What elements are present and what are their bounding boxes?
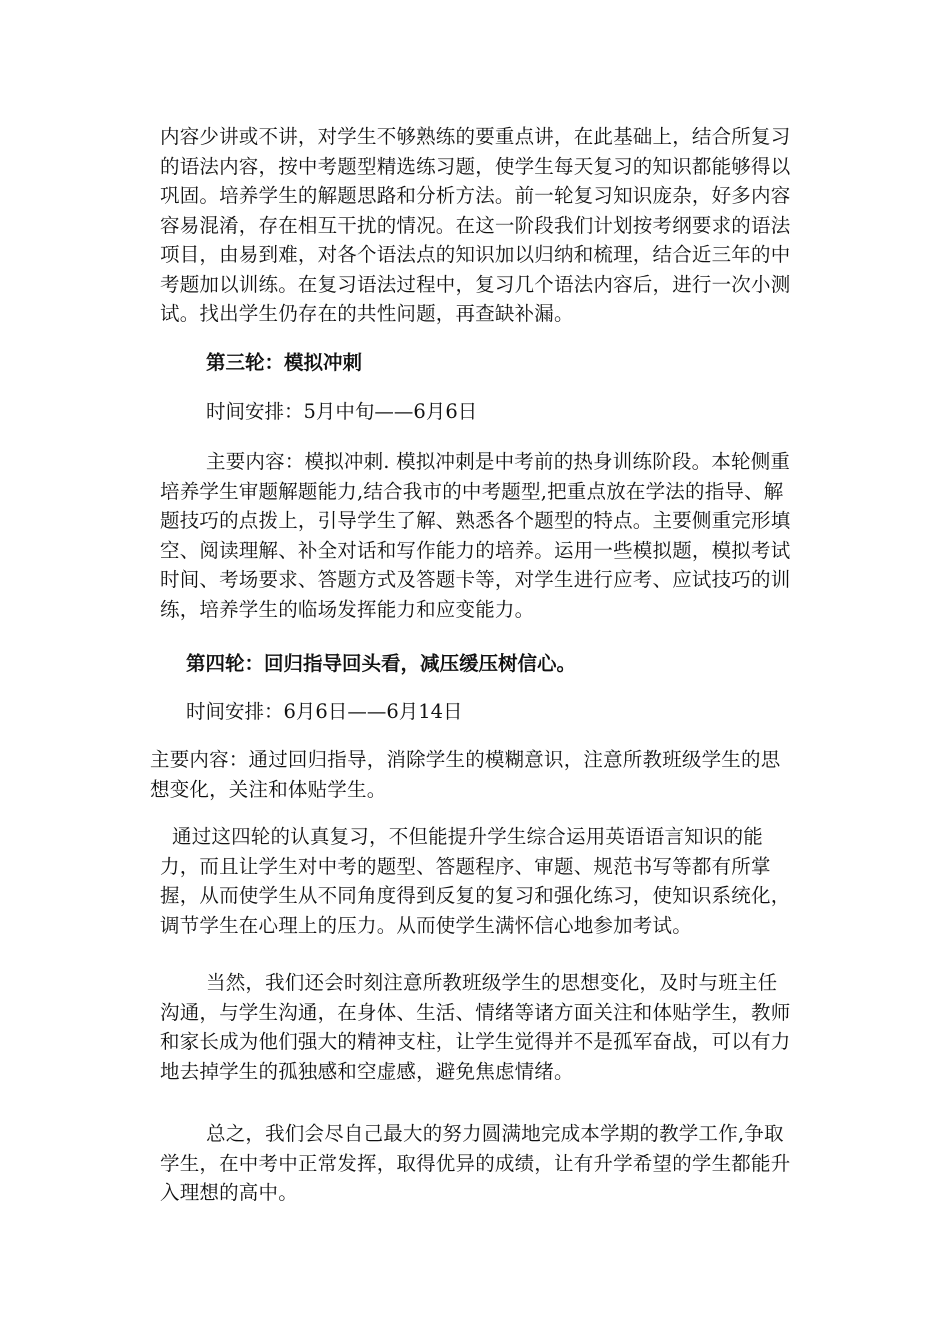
round3-content: 主要内容：模拟冲刺. 模拟冲刺是中考前的热身训练阶段。本轮侧重培养学生审题解题能力,结合我市的中考题型,把重点放在学法的指导、解题技巧的点拨上，引导学生了解、熟悉各个题型的特点。主要侧重完形填空、阅读理解、补全对话和写作能力的培养。运用一些模拟题，模拟考试时间、考场要求、答题方式及答题卡等，对学生进行应考、应试技巧的训练，培养学生的临场发挥能力和应变能力。 [160,450,791,621]
summary-paragraph-1: 通过这四轮的认真复习，不但能提升学生综合运用英语语言知识的能力，而且让学生对中考的题型、答题程序、审题、规范书写等都有所掌握，从而使学生从不同角度得到反复的复习和强化练习，使知识系统化，调节学生在心理上的压力。从而使学生满怀信心地参加考试。 [160,825,791,937]
summary-paragraph-2: 当然，我们还会时刻注意所教班级学生的思想变化，及时与班主任沟通，与学生沟通，在身体、生活、情绪等诸方面关注和体贴学生，教师和家长成为他们强大的精神支柱，让学生觉得并不是孤军奋战，可以有力地去掉学生的孤独感和空虚感，避免焦虑情绪。 [160,971,791,1083]
summary-paragraph-3: 总之，我们会尽自己最大的努力圆满地完成本学期的教学工作,争取学生，在中考中正常发挥，取得优异的成绩，让有升学希望的学生都能升入理想的高中。 [160,1122,791,1204]
round3-time: 时间安排：5月中旬——6月6日 [206,400,478,423]
round4-content: 主要内容：通过回归指导，消除学生的模糊意识，注意所教班级学生的思想变化，关注和体贴学生。 [150,748,781,801]
paragraph-grammar-review: 内容少讲或不讲，对学生不够熟练的要重点讲，在此基础上，结合所复习的语法内容，按中考题型精选练习题，使学生每天复习的知识都能够得以巩固。培养学生的解题思路和分析方法。前一轮复习知识庞杂，好多内容容易混淆，存在相互干扰的情况。在这一阶段我们计划按考纲要求的语法项目，由易到难，对各个语法点的知识加以归纳和梳理，结合近三年的中考题加以训练。在复习语法过程中，复习几个语法内容后，进行一次小测试。找出学生仍存在的共性问题，再查缺补漏。 [160,125,791,325]
round4-time: 时间安排：6月6日——6月14日 [186,700,463,723]
round3-heading: 第三轮：模拟冲刺 [206,351,363,374]
round4-heading: 第四轮：回归指导回头看，减压缓压树信心。 [186,652,577,675]
